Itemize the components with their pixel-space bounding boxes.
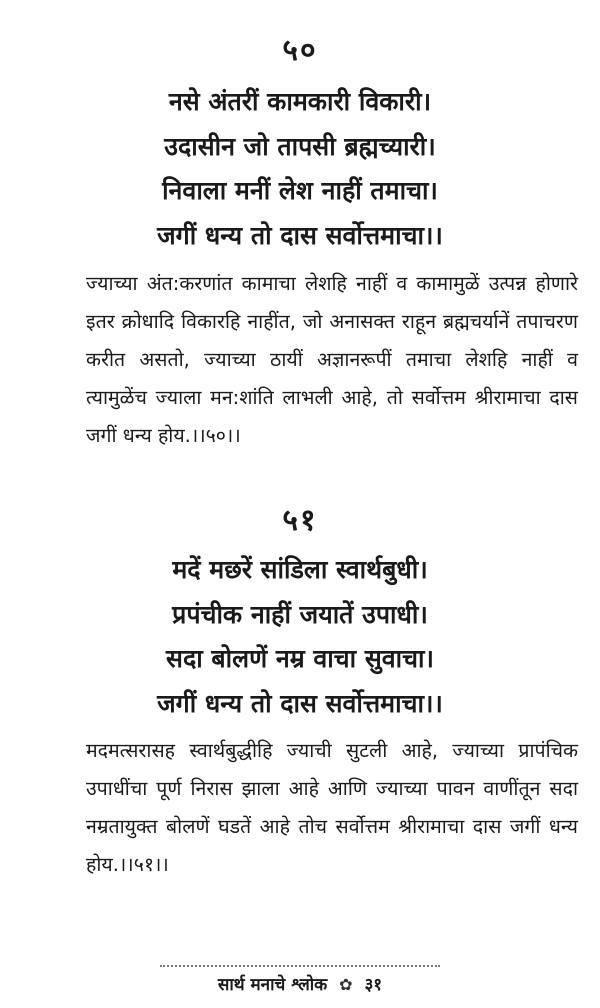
commentary-paragraph	[22, 732, 578, 884]
verse-line: मदें मछरें सांडिला स्वार्थबुधी।	[172, 555, 428, 584]
verse-line: सदा बोलणें नम्र वाचा सुवाचा।	[166, 644, 434, 673]
verse-line: उदासीन जो तापसी ब्रह्मच्यारी।	[164, 131, 436, 161]
verse-block	[0, 80, 600, 258]
commentary-paragraph	[22, 265, 578, 455]
verse-number: ५०	[282, 33, 318, 68]
verse-line: निवाला मनीं लेश नाहीं तमाचा।	[162, 176, 438, 205]
verse-line: जगीं धन्य तो दास सर्वोत्तमाचा।।	[157, 688, 443, 718]
verse-block	[0, 548, 600, 726]
flower-ornament-icon: ✿	[339, 975, 353, 994]
book-title: सार्थ मनाचे श्लोक	[217, 975, 328, 995]
commentary-text: ज्याच्या अंत:करणांत कामाचा लेशहि नाहीं व कामामुळें उत्पन्न होणारे इतर क्रोधादि विकारहि नाहींत, जो अनासक्त राहून ब्रह्मचर्यानें तपाचरण करीत असतो, ज्याच्या ठायीं अज्ञानरूपीं तमाचा लेशहि नाहीं व त्यामुळेंच ज्याला मन:शांति लाभली आहे, तो सर्वोत्तम श्रीरामाचा दास जगीं धन्य होय.।।५०।।	[86, 272, 578, 447]
commentary-text: मदमत्सरासह स्वार्थबुद्धीहि ज्याची सुटली आहे, ज्याच्या प्रापंचिक उपाधींचा पूर्ण निरास झाला आहे आणि ज्याच्या पावन वाणींतून सदा नम्रतायुक्त बोलणें घडतें आहे तोच सर्वोत्तम श्रीरामाचा दास जगीं धन्य होय.।।५१।।	[86, 739, 578, 876]
verse-number: ५१	[282, 503, 318, 538]
verse-line: प्रपंचीक नाहीं जयातें उपाधी।	[172, 599, 428, 629]
verse-line: जगीं धन्य तो दास सर्वोत्तमाचा।।	[157, 220, 443, 250]
page-number: ३१	[364, 975, 383, 995]
footer-divider	[160, 965, 440, 967]
page-footer	[0, 972, 600, 995]
verse-line: नसे अंतरीं कामकारी विकारी।	[168, 87, 432, 116]
